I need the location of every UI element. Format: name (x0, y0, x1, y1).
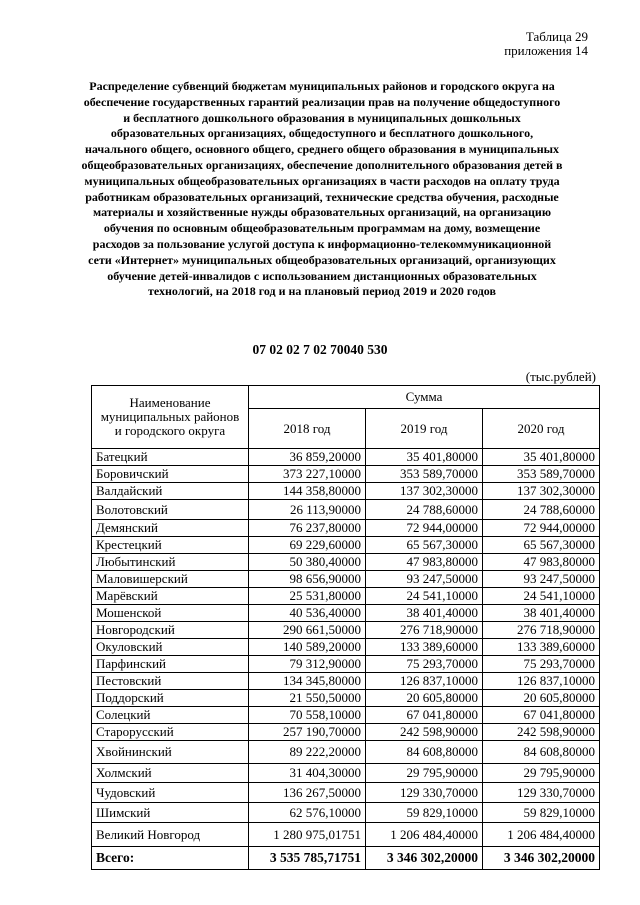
value-2020: 75 293,70000 (483, 656, 600, 673)
municipality-name: Крестецкий (92, 537, 249, 554)
value-2019: 65 567,30000 (366, 537, 483, 554)
value-2018: 134 345,80000 (249, 673, 366, 690)
value-2020: 353 589,70000 (483, 466, 600, 483)
municipality-name: Хвойнинский (92, 741, 249, 764)
municipality-name: Старорусский (92, 724, 249, 741)
value-2018: 98 656,90000 (249, 571, 366, 588)
value-2019: 67 041,80000 (366, 707, 483, 724)
units-label: (тыс.рублей) (525, 369, 596, 384)
value-2020: 242 598,90000 (483, 724, 600, 741)
header-year-2020: 2020 год (483, 409, 600, 449)
municipality-name: Волотовский (92, 500, 249, 520)
value-2019: 1 206 484,40000 (366, 823, 483, 847)
value-2019: 133 389,60000 (366, 639, 483, 656)
municipality-name: Батецкий (92, 449, 249, 466)
value-2018: 76 237,80000 (249, 520, 366, 537)
value-2020: 126 837,10000 (483, 673, 600, 690)
table-row (92, 500, 600, 520)
table-row (92, 639, 600, 656)
municipality-name: Боровичский (92, 466, 249, 483)
value-2019: 59 829,10000 (366, 803, 483, 823)
value-2018: 25 531,80000 (249, 588, 366, 605)
value-2020: 129 330,70000 (483, 783, 600, 803)
header-year-2018: 2018 год (249, 409, 366, 449)
total-2020: 3 346 302,20000 (483, 847, 600, 870)
value-2020: 59 829,10000 (483, 803, 600, 823)
table-row (92, 622, 600, 639)
header-sum: Сумма (249, 386, 600, 409)
municipality-name: Любытинский (92, 554, 249, 571)
value-2019: 137 302,30000 (366, 483, 483, 500)
value-2018: 1 280 975,01751 (249, 823, 366, 847)
value-2019: 75 293,70000 (366, 656, 483, 673)
value-2018: 31 404,30000 (249, 764, 366, 783)
annex-reference (504, 30, 588, 58)
value-2018: 70 558,10000 (249, 707, 366, 724)
value-2018: 36 859,20000 (249, 449, 366, 466)
municipality-name: Пестовский (92, 673, 249, 690)
municipality-name: Марёвский (92, 588, 249, 605)
table-row (92, 823, 600, 847)
value-2018: 144 358,80000 (249, 483, 366, 500)
value-2020: 47 983,80000 (483, 554, 600, 571)
value-2019: 93 247,50000 (366, 571, 483, 588)
municipality-name: Шимский (92, 803, 249, 823)
value-2020: 72 944,00000 (483, 520, 600, 537)
value-2018: 140 589,20000 (249, 639, 366, 656)
table-row (92, 588, 600, 605)
municipality-name: Новгородский (92, 622, 249, 639)
value-2019: 276 718,90000 (366, 622, 483, 639)
table-row (92, 571, 600, 588)
total-2018: 3 535 785,71751 (249, 847, 366, 870)
value-2020: 35 401,80000 (483, 449, 600, 466)
total-2019: 3 346 302,20000 (366, 847, 483, 870)
value-2019: 24 541,10000 (366, 588, 483, 605)
municipality-name: Холмский (92, 764, 249, 783)
value-2019: 126 837,10000 (366, 673, 483, 690)
value-2018: 290 661,50000 (249, 622, 366, 639)
value-2020: 93 247,50000 (483, 571, 600, 588)
value-2020: 24 788,60000 (483, 500, 600, 520)
value-2019: 20 605,80000 (366, 690, 483, 707)
municipality-name: Мошенской (92, 605, 249, 622)
value-2018: 62 576,10000 (249, 803, 366, 823)
table-body (92, 449, 600, 847)
value-2020: 20 605,80000 (483, 690, 600, 707)
value-2018: 26 113,90000 (249, 500, 366, 520)
municipality-name: Валдайский (92, 483, 249, 500)
table-row (92, 741, 600, 764)
municipality-name: Демянский (92, 520, 249, 537)
value-2019: 35 401,80000 (366, 449, 483, 466)
table-row (92, 690, 600, 707)
table-number: Таблица 29 (525, 29, 588, 44)
header-municipality: Наименование муниципальных районов и городского округа (92, 386, 249, 449)
value-2019: 24 788,60000 (366, 500, 483, 520)
municipality-name: Поддорский (92, 690, 249, 707)
value-2018: 79 312,90000 (249, 656, 366, 673)
value-2018: 21 550,50000 (249, 690, 366, 707)
municipality-name: Маловишерский (92, 571, 249, 588)
value-2018: 89 222,20000 (249, 741, 366, 764)
table-row (92, 537, 600, 554)
document-title: Распределение субвенций бюджетам муниципальных районов и городского округа на обеспечение государственных гарантий реализации прав на получение общедоступного и бесплатного дошкольного образования в муниципальных дошкольных образовательных организациях, общедоступного и бесплатного дошкольного, начального общего, основного общего, среднего общего образования в муниципальных общеобразовательных организациях, обеспечение дополнительного образования детей в муниципальных общеобразовательных организациях в части расходов на оплату труда работникам образовательных организаций, технические средства обучения, расходные материалы и хозяйственные нужды образовательных организаций, на организацию обучения по основным общеобразовательным программам на дому, возмещение расходов за пользование услугой доступа к информационно-телекоммуникационной сети «Интернет» муниципальных общеобразовательных организаций, организующих обучение детей-инвалидов с использованием дистанционных образовательных технологий, на 2018 год и на плановый период 2019 и 2020 годов (81, 79, 563, 299)
header-year-2019: 2019 год (366, 409, 483, 449)
municipality-name: Великий Новгород (92, 823, 249, 847)
value-2019: 38 401,40000 (366, 605, 483, 622)
table-row (92, 554, 600, 571)
value-2020: 137 302,30000 (483, 483, 600, 500)
table-row (92, 803, 600, 823)
appendix-number: приложения 14 (504, 43, 588, 58)
value-2019: 47 983,80000 (366, 554, 483, 571)
municipality-name: Парфинский (92, 656, 249, 673)
value-2019: 29 795,90000 (366, 764, 483, 783)
table-row (92, 656, 600, 673)
value-2020: 133 389,60000 (483, 639, 600, 656)
value-2019: 353 589,70000 (366, 466, 483, 483)
value-2018: 373 227,10000 (249, 466, 366, 483)
total-label: Всего: (92, 847, 249, 870)
subsidy-table (91, 385, 600, 870)
table-row (92, 783, 600, 803)
budget-code: 07 02 02 7 02 70040 530 (252, 342, 388, 357)
table-row (92, 449, 600, 466)
value-2018: 50 380,40000 (249, 554, 366, 571)
table-row (92, 707, 600, 724)
table-row (92, 605, 600, 622)
value-2020: 84 608,80000 (483, 741, 600, 764)
total-row (92, 847, 600, 870)
value-2019: 129 330,70000 (366, 783, 483, 803)
value-2019: 242 598,90000 (366, 724, 483, 741)
value-2018: 69 229,60000 (249, 537, 366, 554)
value-2020: 65 567,30000 (483, 537, 600, 554)
municipality-name: Чудовский (92, 783, 249, 803)
value-2019: 84 608,80000 (366, 741, 483, 764)
value-2020: 24 541,10000 (483, 588, 600, 605)
value-2019: 72 944,00000 (366, 520, 483, 537)
value-2020: 67 041,80000 (483, 707, 600, 724)
value-2020: 38 401,40000 (483, 605, 600, 622)
value-2018: 136 267,50000 (249, 783, 366, 803)
table-row (92, 483, 600, 500)
table-row (92, 724, 600, 741)
table-row (92, 764, 600, 783)
municipality-name: Солецкий (92, 707, 249, 724)
value-2020: 276 718,90000 (483, 622, 600, 639)
value-2018: 40 536,40000 (249, 605, 366, 622)
table-row (92, 520, 600, 537)
value-2020: 29 795,90000 (483, 764, 600, 783)
table-row (92, 673, 600, 690)
value-2018: 257 190,70000 (249, 724, 366, 741)
municipality-name: Окуловский (92, 639, 249, 656)
table-row (92, 466, 600, 483)
value-2020: 1 206 484,40000 (483, 823, 600, 847)
